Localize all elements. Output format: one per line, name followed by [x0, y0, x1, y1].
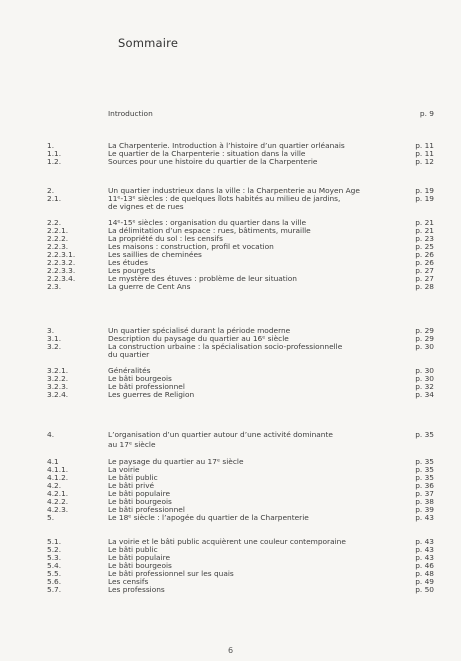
toc-entry-number: 3.1. [47, 334, 62, 343]
toc-entry-number: 1.1. [47, 149, 62, 158]
toc-entry-number: 2.2.2. [47, 234, 69, 243]
toc-entry-number: 4.1 [47, 457, 59, 466]
toc-entry-title: Sources pour une histoire du quartier de la Charpenterie [108, 157, 318, 166]
toc-entry-page: p. 19 [415, 194, 434, 203]
toc-entry-number: 4.2.1. [47, 489, 69, 498]
toc-entry-title: Généralités [108, 366, 151, 375]
toc-entry-title: Les guerres de Religion [108, 390, 195, 399]
toc-entry-number: 2.2.3.1. [47, 250, 76, 259]
toc-entry-page: p. 48 [415, 569, 434, 578]
toc-entry-number: 5.2. [47, 545, 62, 554]
toc-entry-title: Le bâti bourgeois [108, 374, 172, 383]
toc-entry-page: p. 49 [415, 577, 434, 586]
toc-entry-title: au 17ᵉ siècle [108, 440, 156, 449]
toc-entry-number: 2.2.3.3. [47, 266, 76, 275]
toc-entry-number: 1. [47, 141, 55, 150]
toc-entry-page: p. 50 [415, 585, 434, 594]
toc-entry-page: p. 21 [415, 226, 434, 235]
toc-entry-title: Le bâti public [108, 473, 158, 482]
toc-entry-title: La voirie [108, 465, 140, 474]
toc-entry-title: Les pourgets [108, 266, 156, 275]
toc-entry-number: 5.4. [47, 561, 62, 570]
toc-entry-page: p. 29 [415, 334, 434, 343]
toc-entry-page: p. 43 [415, 513, 434, 522]
toc-entry-title: du quartier [108, 350, 150, 359]
toc-entry-number: 4.1.2. [47, 473, 69, 482]
toc-entry-page: p. 25 [415, 242, 434, 251]
toc-entry-title: de vignes et de rues [108, 202, 184, 211]
toc-entry-number: 4.2. [47, 481, 62, 490]
toc-entry-number: 3.2.4. [47, 390, 69, 399]
toc-entry-page: p. 27 [415, 266, 434, 275]
toc-entry-page: p. 26 [415, 250, 434, 259]
toc-entry-title: Le quartier de la Charpenterie : situation dans la ville [108, 149, 306, 158]
toc-entry-page: p. 30 [415, 374, 434, 383]
toc-entry-number: 3.2.1. [47, 366, 69, 375]
toc-entry-title: Le 18ᵉ siècle : l’apogée du quartier de la Charpenterie [108, 513, 309, 522]
toc-entry-number: 1.2. [47, 157, 62, 166]
toc-entry-title: Les études [108, 258, 148, 267]
toc-entry-page: p. 46 [415, 561, 434, 570]
toc-entry-title: Les saillies de cheminées [108, 250, 202, 259]
toc-entry-page: p. 43 [415, 537, 434, 546]
toc-entry-page: p. 39 [415, 505, 434, 514]
toc-entry-number: 3.2.3. [47, 382, 69, 391]
toc-entry-number: 2.2.3.4. [47, 274, 76, 283]
toc-entry-number: 3.2.2. [47, 374, 69, 383]
toc-entry-number: 2.3. [47, 282, 62, 291]
toc-entry-page: p. 29 [415, 326, 434, 335]
toc-entry-title: La propriété du sol : les censifs [108, 234, 223, 243]
toc-entry-title: Un quartier industrieux dans la ville : la Charpenterie au Moyen Age [108, 186, 360, 195]
toc-entry-title: Le bâti populaire [108, 489, 171, 498]
toc-entry-page: p. 35 [415, 465, 434, 474]
toc-entry-title: Le bâti professionnel [108, 382, 185, 391]
toc-entry-number: 5.6. [47, 577, 62, 586]
toc-entry-title: Le bâti populaire [108, 553, 171, 562]
toc-entry-number: 2.1. [47, 194, 62, 203]
toc-entry-number: 5.7. [47, 585, 62, 594]
toc-entry-page: p. 35 [415, 473, 434, 482]
toc-entry-page: p. 12 [415, 157, 434, 166]
toc-entry-page: p. 30 [415, 342, 434, 351]
toc-entry-title: Le bâti bourgeois [108, 561, 172, 570]
toc-entry-number: 2.2.3.2. [47, 258, 76, 267]
toc-entry-page: p. 9 [419, 109, 434, 118]
toc-entry-title: L’organisation d’un quartier autour d’une activité dominante [108, 430, 333, 439]
toc-entry-title: Introduction [108, 109, 153, 118]
toc-entry-number: 2.2.3. [47, 242, 69, 251]
toc-entry-title: La guerre de Cent Ans [108, 282, 191, 291]
toc-entry-page: p. 37 [415, 489, 434, 498]
toc-entry-number: 3. [47, 326, 55, 335]
toc-entry-page: p. 26 [415, 258, 434, 267]
toc-entry-title: Le bâti professionnel [108, 505, 185, 514]
toc-entry-number: 2. [47, 186, 55, 195]
toc-entry-page: p. 36 [415, 481, 434, 490]
toc-entry-page: p. 23 [415, 234, 434, 243]
toc-entry-title: Un quartier spécialisé durant la période moderne [108, 326, 291, 335]
toc-entry-number: 2.2. [47, 218, 62, 227]
toc-entry-title: Le bâti privé [108, 481, 155, 490]
toc-entry-number: 2.2.1. [47, 226, 69, 235]
toc-entry-page: p. 19 [415, 186, 434, 195]
toc-entry-page: p. 11 [415, 149, 434, 158]
toc-entry-number: 4.2.2. [47, 497, 69, 506]
toc-entry-title: Le paysage du quartier au 17ᵉ siècle [108, 457, 244, 466]
toc-entry-title: 14ᵉ-15ᵉ siècles : organisation du quartier dans la ville [108, 218, 307, 227]
toc-entry-page: p. 38 [415, 497, 434, 506]
toc-entry-number: 5.5. [47, 569, 62, 578]
toc-entry-number: 5.1. [47, 537, 62, 546]
toc-entry-number: 4.2.3. [47, 505, 69, 514]
toc-entry-title: Les censifs [108, 577, 149, 586]
toc-entry-page: p. 32 [415, 382, 434, 391]
toc-entry-page: p. 27 [415, 274, 434, 283]
toc-entry-page: p. 35 [415, 430, 434, 439]
toc-entry-number: 3.2. [47, 342, 62, 351]
toc-entry-title: La délimitation d’un espace : rues, bâtiments, muraille [108, 226, 311, 235]
toc-entry-title: Le mystère des étuves : problème de leur situation [108, 274, 297, 283]
toc-entry-title: Le bâti public [108, 545, 158, 554]
toc-entry-title: Description du paysage du quartier au 16ᵉ siècle [108, 334, 289, 343]
toc-entry-page: p. 35 [415, 457, 434, 466]
toc-entry-page: p. 11 [415, 141, 434, 150]
toc-entry-title: 11ᵉ-13ᵉ siècles : de quelques îlots habités au milieu de jardins, [108, 194, 341, 203]
toc-entry-page: p. 43 [415, 553, 434, 562]
toc-entry-page: p. 30 [415, 366, 434, 375]
toc-entry-page: p. 43 [415, 545, 434, 554]
page-title: Sommaire [118, 36, 179, 50]
toc-entry-title: Le bâti professionnel sur les quais [108, 569, 234, 578]
toc-entry-number: 5. [47, 513, 55, 522]
toc-entry-title: La voirie et le bâti public acquièrent une couleur contemporaine [108, 537, 346, 546]
toc-entry-page: p. 21 [415, 218, 434, 227]
toc-entry-number: 4.1.1. [47, 465, 69, 474]
toc-entry-title: Les professions [108, 585, 165, 594]
toc-entry-page: p. 28 [415, 282, 434, 291]
toc-entry-page: p. 34 [415, 390, 434, 399]
toc-entry-number: 5.3. [47, 553, 62, 562]
page-number: 6 [227, 646, 234, 655]
toc-entry-number: 4. [47, 430, 55, 439]
toc-entry-title: La construction urbaine : la spécialisation socio-professionnelle [108, 342, 343, 351]
toc-entry-title: Le bâti bourgeois [108, 497, 172, 506]
toc-entry-title: Les maisons : construction, profil et vocation [108, 242, 274, 251]
toc-entry-title: La Charpenterie. Introduction à l’histoire d’un quartier orléanais [108, 141, 345, 150]
